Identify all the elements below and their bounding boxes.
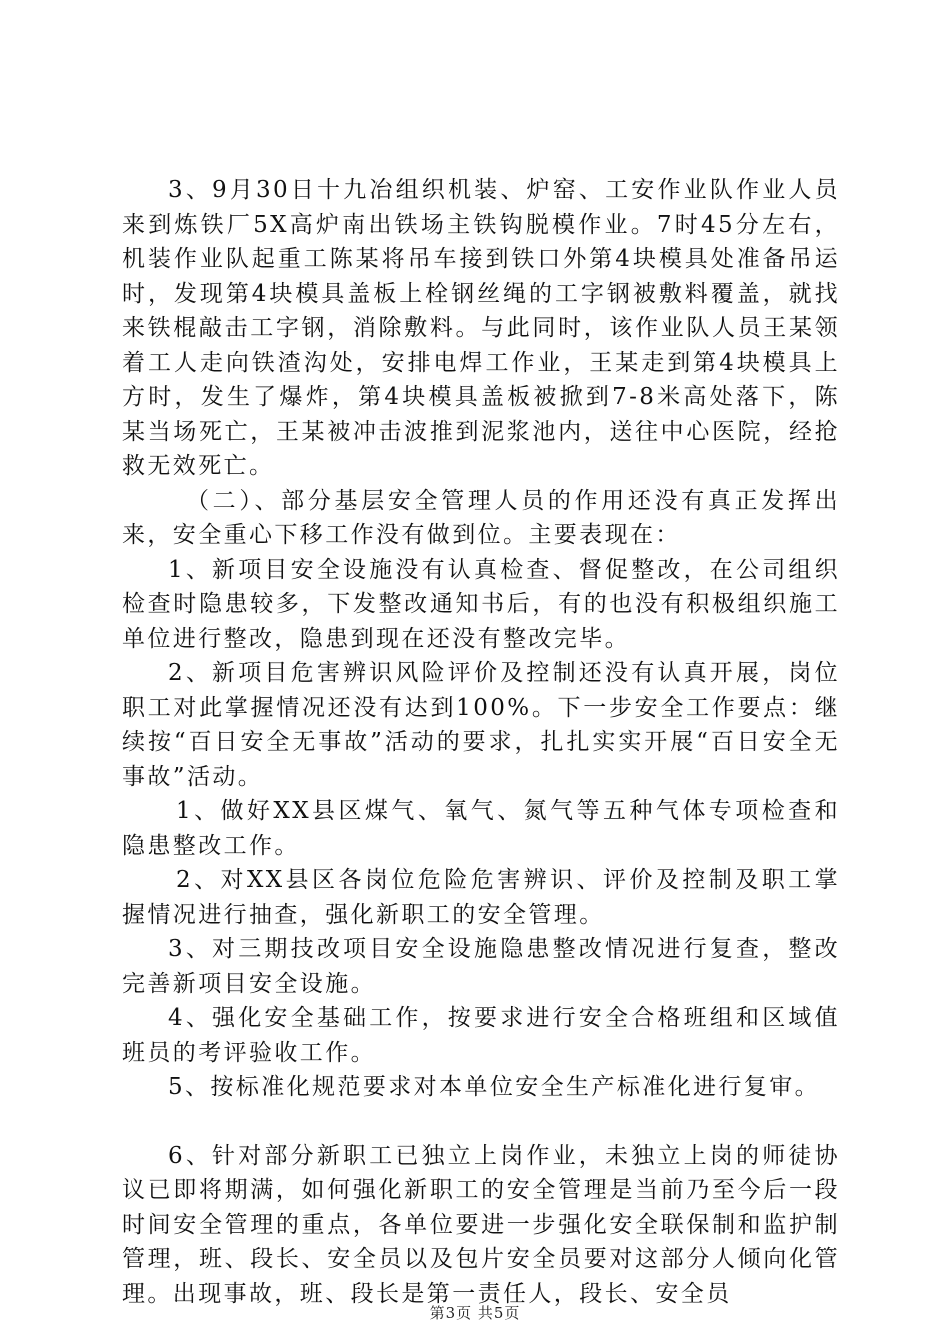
paragraph-task-5: 5、按标准化规范要求对本单位安全生产标准化进行复审。 [168,1074,821,1100]
page-number-footer: 第3页 共5页 [429,1304,521,1322]
paragraph-section-heading: （二）、部分基层安全管理人员的作用还没有真正发挥出来，安全重心下移工作没有做到位。主要表现在： [122,487,840,548]
paragraph-item-2: 2、新项目危害辨识风险评价及控制还没有认真开展，岗位职工对此掌握情况还没有达到100%。下一步安全工作要点：继续按“百日安全无事故”活动的要求，扎扎实实开展“百日安全无事故”活动。 [122,660,840,790]
paragraph-task-6: 6、针对部分新职工已独立上岗作业，未独立上岗的师徒协议已即将期满，如何强化新职工的安全管理是当前乃至今后一段时间安全管理的重点，各单位要进一步强化安全联保制和监护制管理，班、段长、安全员以及包片安全员要对这部分人倾向化管理。出现事故，班、段长是第一责任人，段长、安全员 [122,1142,840,1307]
paragraph-task-2: 2、对XX县区各岗位危险危害辨识、评价及控制及职工掌握情况进行抽查，强化新职工的安全管理。 [122,867,840,928]
paragraph-accident-description: 3、9月30日十九冶组织机装、炉窑、工安作业队作业人员来到炼铁厂5X高炉南出铁场主铁钩脱模作业。7时45分左右，机装作业队起重工陈某将吊车接到铁口外第4块模具处准备吊运时，发现第4块模具盖板上栓钢丝绳的工字钢被敷料覆盖，就找来铁棍敲击工字钢，消除敷料。与此同时，该作业队人员王某领着工人走向铁渣沟处，安排电焊工作业，王某走到第4块模具上方时，发生了爆炸，第4块模具盖板被掀到7-8米高处落下，陈某当场死亡，王某被冲击波推到泥浆池内，送往中心医院，经抢救无效死亡。 [122,177,840,479]
paragraph-task-3: 3、对三期技改项目安全设施隐患整改情况进行复查，整改完善新项目安全设施。 [122,936,840,997]
document-body [122,173,840,1311]
paragraph-task-4: 4、强化安全基础工作，按要求进行安全合格班组和区域值班员的考评验收工作。 [122,1005,840,1066]
paragraph-item-1: 1、新项目安全设施没有认真检查、督促整改，在公司组织检查时隐患较多，下发整改通知书后，有的也没有积极组织施工单位进行整改，隐患到现在还没有整改完毕。 [122,556,840,652]
paragraph-task-1: 1、做好XX县区煤气、氧气、氮气等五种气体专项检查和隐患整改工作。 [122,798,840,859]
